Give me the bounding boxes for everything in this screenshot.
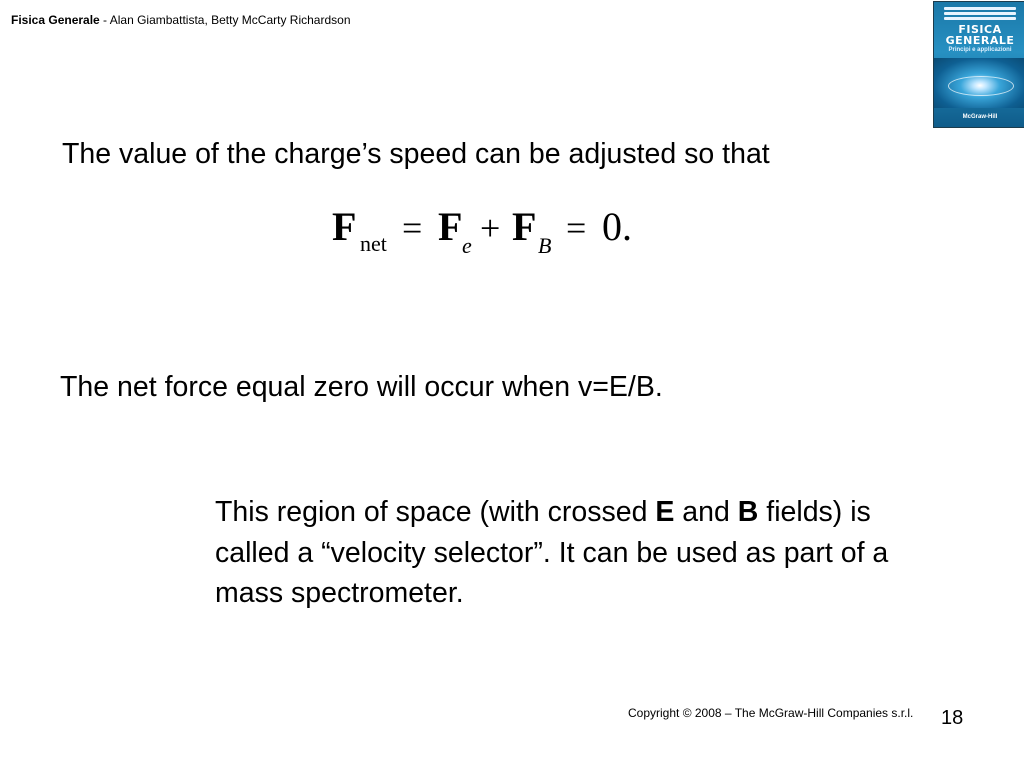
equals-sign-2: = [566,208,587,248]
paragraph-text-1: This region of space (with crossed [215,496,656,528]
cover-publisher: McGraw-Hill [962,114,998,120]
book-cover-image [933,1,1024,128]
cover-title-line2: GENERALE [945,34,1015,47]
paragraph-text-3: fields) is called a “velocity selector”. It can be used as part of a mass spectrometer. [215,496,889,609]
cover-title-line1: FISICA [958,23,1002,36]
header-separator: - [99,13,110,27]
velocity-selector-paragraph [215,492,935,614]
copyright-notice: Copyright © 2008 – The McGraw-Hill Companies s.r.l. [628,706,914,720]
slide-header [11,13,351,27]
book-authors: Alan Giambattista, Betty McCarty Richardson [109,13,351,27]
plus-sign: + [480,208,501,248]
cover-author-lines [944,7,1016,22]
force-net-subscript: net [360,231,387,256]
water-ripple [948,76,1014,96]
equation-result: 0. [602,204,632,249]
force-electric-symbol: F [438,204,463,249]
page-number: 18 [941,707,964,729]
paragraph-text-2: and [674,496,738,528]
book-title: Fisica Generale [11,13,100,27]
statement-line-2: The net force equal zero will occur when v=E/B. [60,371,663,403]
cover-subtitle: Principi e applicazioni [948,47,1012,53]
force-electric-subscript: e [462,233,472,258]
cover-title [934,24,1024,46]
force-net-symbol: F [332,204,357,249]
force-magnetic-symbol: F [512,204,537,249]
force-magnetic-subscript: B [538,233,552,258]
statement-line-1: The value of the charge’s speed can be adjusted so that [62,138,770,170]
equals-sign-1: = [402,208,423,248]
paragraph-bold-b: B [737,496,759,528]
paragraph-bold-e: E [655,496,675,528]
